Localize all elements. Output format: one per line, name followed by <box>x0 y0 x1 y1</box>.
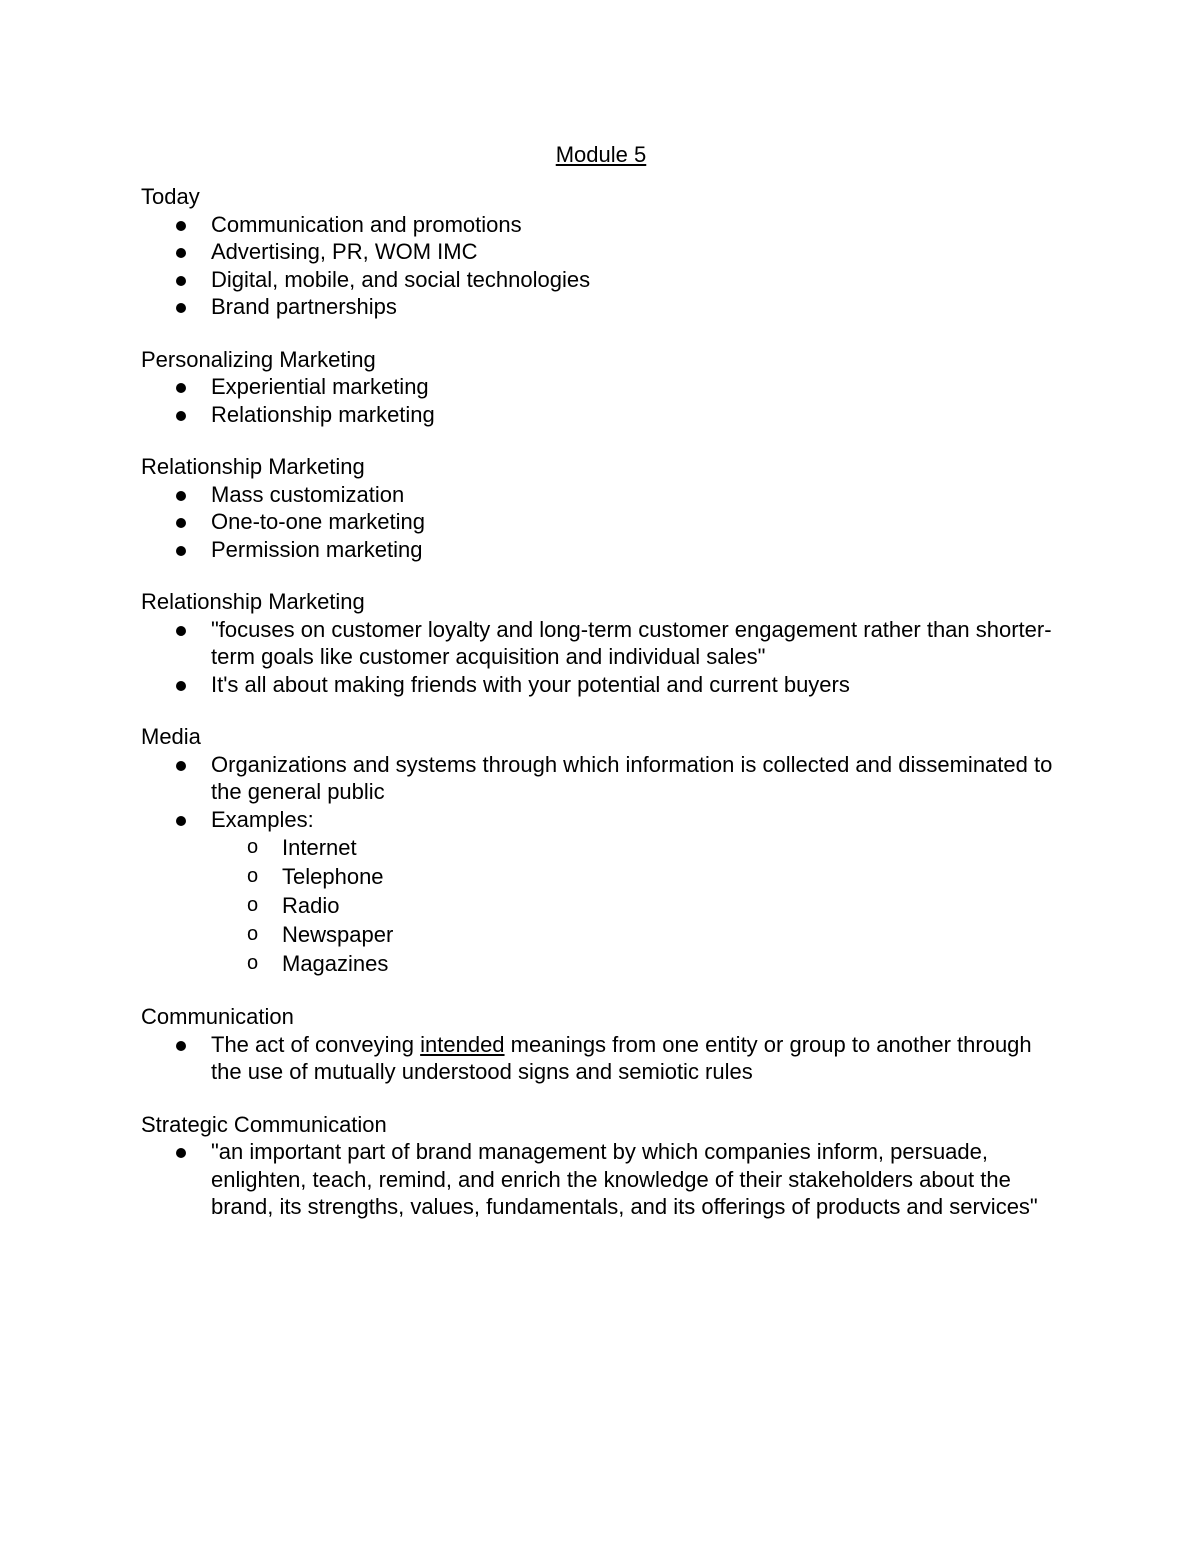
list-item <box>141 751 1061 806</box>
bullet-icon <box>176 546 186 556</box>
circle-bullet-icon: o <box>247 952 259 974</box>
section-heading: Relationship Marketing <box>141 589 365 614</box>
bullet-list <box>141 751 1061 979</box>
list-item-text: Permission marketing <box>211 536 423 562</box>
list-item-text: Digital, mobile, and social technologies <box>211 266 591 292</box>
list-item-text-before: The act of conveying <box>211 1031 421 1057</box>
sub-list-item <box>211 833 1061 862</box>
list-item-text: Advertising, PR, WOM IMC <box>211 239 478 264</box>
bullet-icon <box>176 411 186 421</box>
circle-bullet-icon: o <box>247 865 259 887</box>
bullet-icon <box>176 626 186 636</box>
bullet-list <box>141 1138 1061 1221</box>
bullet-icon <box>176 491 186 501</box>
sub-list-item-text: Internet <box>282 835 357 860</box>
section-personalizing-marketing <box>141 346 1061 429</box>
document-page <box>141 140 1061 1246</box>
bullet-icon <box>176 816 186 826</box>
list-item <box>141 266 1061 294</box>
bullet-icon <box>176 681 186 691</box>
section-relationship-marketing <box>141 453 1061 563</box>
sub-list-item-text: Magazines <box>282 951 389 976</box>
bullet-icon <box>176 761 186 771</box>
list-item-text: Relationship marketing <box>211 401 435 427</box>
bullet-icon <box>176 221 186 231</box>
list-item <box>141 671 1061 699</box>
list-item <box>141 293 1061 321</box>
list-item-text: Organizations and systems through which information is collected and disseminated to the general public <box>211 751 1053 804</box>
list-item <box>141 508 1061 536</box>
list-item <box>141 1031 1061 1086</box>
section-heading: Today <box>141 184 200 209</box>
list-item <box>141 536 1061 564</box>
section-heading: Media <box>141 724 201 749</box>
bullet-icon <box>176 1041 186 1051</box>
sub-list <box>211 833 1061 978</box>
list-item <box>141 401 1061 429</box>
sub-list-item <box>211 862 1061 891</box>
bullet-icon <box>176 303 186 313</box>
underlined-word: intended <box>420 1031 505 1057</box>
list-item <box>141 616 1061 671</box>
sub-list-item <box>211 920 1061 949</box>
bullet-list <box>141 481 1061 564</box>
section-media <box>141 723 1061 978</box>
section-heading: Personalizing Marketing <box>141 346 376 372</box>
section-heading: Strategic Communication <box>141 1111 387 1137</box>
bullet-list <box>141 616 1061 699</box>
list-item <box>141 481 1061 509</box>
list-item <box>141 806 1061 979</box>
document-title: Module 5 <box>555 142 647 167</box>
list-item-text-after: meanings from one entity or group to another through the use of mutually understood signs and semiotic rules <box>211 1031 1032 1084</box>
bullet-list <box>141 211 1061 321</box>
list-item-text: One-to-one marketing <box>211 509 425 534</box>
circle-bullet-icon: o <box>247 923 259 945</box>
list-item-text: Mass customization <box>211 481 405 507</box>
list-item-text: Experiential marketing <box>211 374 429 399</box>
section-strategic-communication <box>141 1111 1061 1221</box>
bullet-icon <box>176 276 186 286</box>
sub-list-item-text: Newspaper <box>282 922 394 947</box>
circle-bullet-icon: o <box>247 894 259 916</box>
bullet-icon <box>176 518 186 528</box>
section-communication <box>141 1003 1061 1086</box>
list-item-text: Brand partnerships <box>211 294 397 319</box>
list-item <box>141 373 1061 401</box>
bullet-list <box>141 373 1061 428</box>
sub-list-item-text: Telephone <box>282 864 384 889</box>
sub-list-item <box>211 949 1061 978</box>
bullet-list <box>141 1031 1061 1086</box>
sub-list-item <box>211 891 1061 920</box>
list-item-text: "focuses on customer loyalty and long-term customer engagement rather than shorter-term goals like customer acquisition and individual sales" <box>211 616 1052 669</box>
circle-bullet-icon: o <box>247 836 259 858</box>
sub-list-item-text: Radio <box>282 893 340 918</box>
list-item-text: Communication and promotions <box>211 211 522 237</box>
list-item-text: "an important part of brand management by which companies inform, persuade, enlighten, teach, remind, and enrich the knowledge of their stakeholders about the brand, its strengths, values, fundamentals, and its offerings of products and services" <box>211 1139 1038 1219</box>
list-item <box>141 238 1061 266</box>
section-relationship-marketing-definition <box>141 588 1061 698</box>
list-item <box>141 211 1061 239</box>
bullet-icon <box>176 1148 186 1158</box>
list-item-text: Examples: <box>211 806 314 832</box>
section-heading: Relationship Marketing <box>141 454 365 479</box>
list-item <box>141 1138 1061 1221</box>
section-heading: Communication <box>141 1004 294 1029</box>
list-item-text: It's all about making friends with your potential and current buyers <box>211 671 850 697</box>
bullet-icon <box>176 383 186 393</box>
section-today <box>141 183 1061 321</box>
bullet-icon <box>176 248 186 258</box>
